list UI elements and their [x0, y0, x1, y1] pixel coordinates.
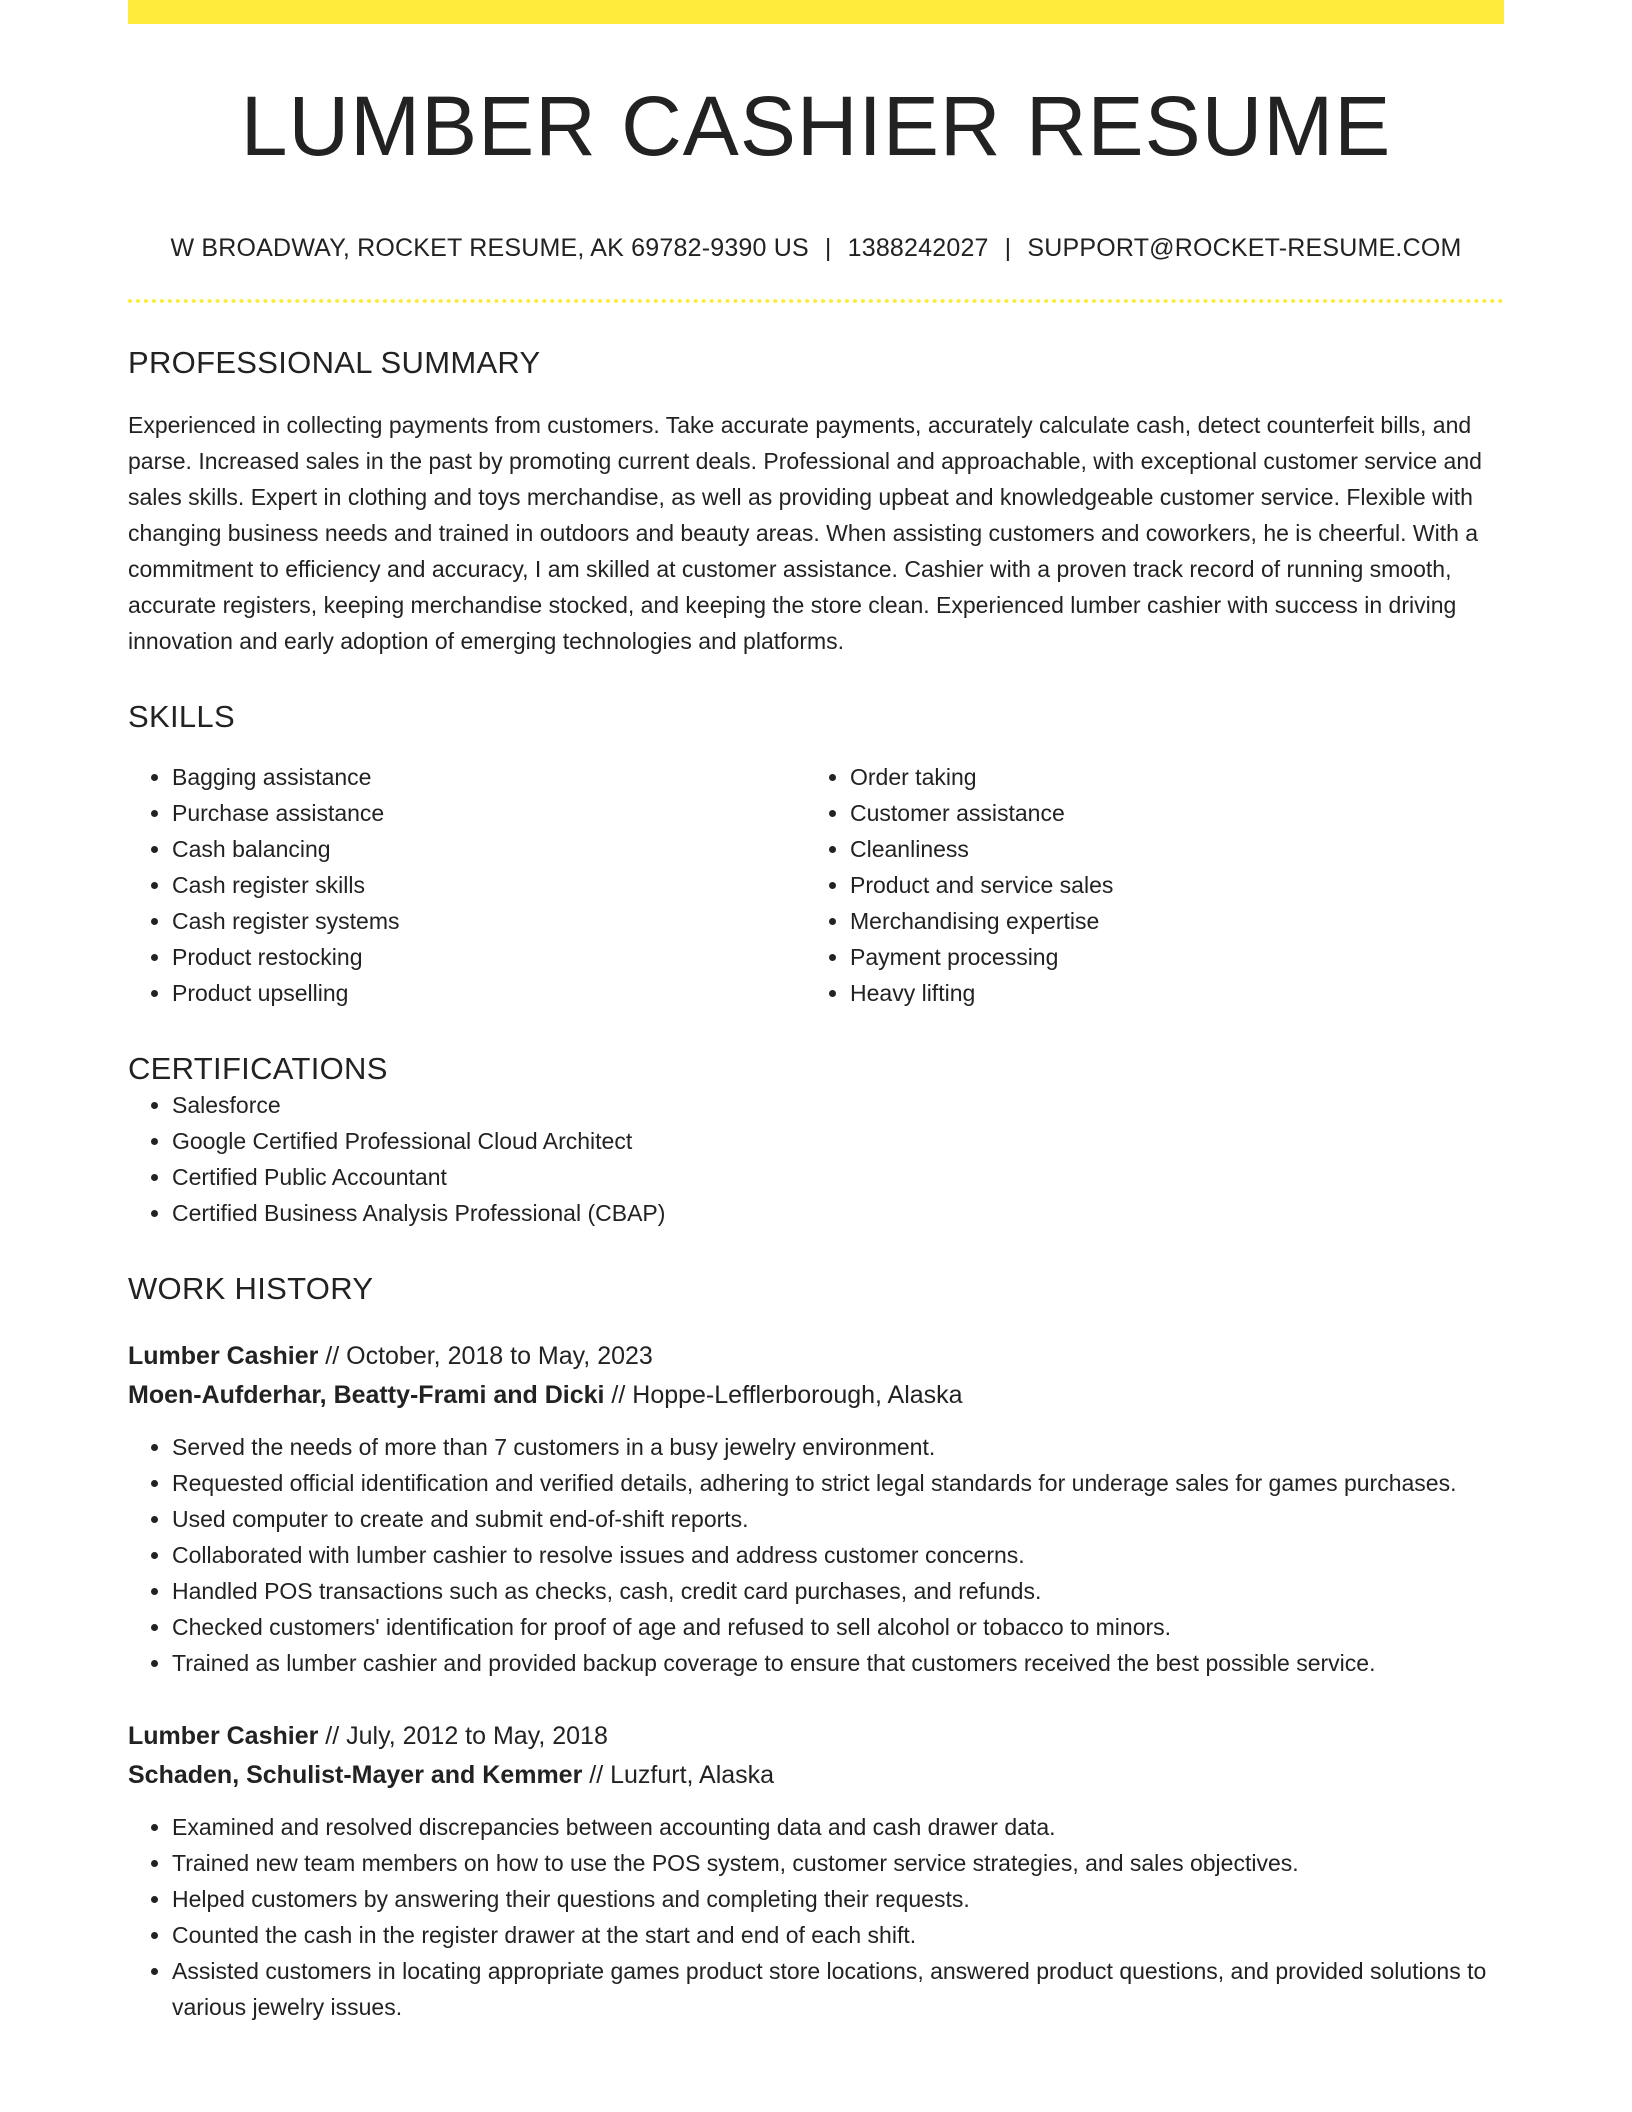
- resume-title: LUMBER CASHIER RESUME: [240, 79, 1392, 173]
- skill-item: • Bagging assistance: [172, 759, 806, 795]
- job-location: // Hoppe-Lefflerborough, Alaska: [604, 1381, 963, 1410]
- skills-list-left: [128, 759, 806, 1011]
- contact-separator: |: [1004, 234, 1012, 263]
- skill-item: • Product upselling: [172, 975, 806, 1011]
- job-dates: // July, 2012 to May, 2018: [318, 1722, 608, 1751]
- job-duty: • Requested official identification and verified details, adhering to strict legal standards for underage sales for games purchases.: [172, 1465, 1504, 1501]
- skill-item: • Product and service sales: [850, 867, 1484, 903]
- job-duty: • Collaborated with lumber cashier to resolve issues and address customer concerns.: [172, 1537, 1504, 1573]
- job-company-line: [128, 1376, 1504, 1415]
- certification-item: • Certified Business Analysis Professional (CBAP): [172, 1195, 1504, 1231]
- job-company: Moen-Aufderhar, Beatty-Frami and Dicki: [128, 1381, 605, 1410]
- job-entry: [128, 1717, 1504, 2025]
- dotted-divider: [128, 299, 1504, 303]
- job-duties-list: [128, 1809, 1504, 2025]
- resume-page: [128, 0, 1504, 2025]
- job-duty: • Handled POS transactions such as checks, cash, credit card purchases, and refunds.: [172, 1573, 1504, 1609]
- skills-column-right: [806, 759, 1484, 1011]
- job-company: Schaden, Schulist-Mayer and Kemmer: [128, 1761, 583, 1790]
- job-duty: • Trained new team members on how to use the POS system, customer service strategies, and sales objectives.: [172, 1845, 1504, 1881]
- job-company-line: [128, 1756, 1504, 1795]
- skills-grid: [128, 759, 1504, 1011]
- skill-item: • Cash balancing: [172, 831, 806, 867]
- skills-list-right: [806, 759, 1484, 1011]
- certifications-heading: CERTIFICATIONS: [128, 1051, 388, 1087]
- job-title: Lumber Cashier: [128, 1342, 319, 1371]
- certification-item: • Salesforce: [172, 1087, 1504, 1123]
- job-duty: • Trained as lumber cashier and provided backup coverage to ensure that customers received the best possible service.: [172, 1645, 1504, 1681]
- job-duty: • Served the needs of more than 7 customers in a busy jewelry environment.: [172, 1429, 1504, 1465]
- job-duty: • Assisted customers in locating appropriate games product store locations, answered product questions, and provided solutions to various jewelry issues.: [172, 1953, 1504, 2025]
- contact-email: SUPPORT@ROCKET-RESUME.COM: [1027, 234, 1462, 263]
- skill-item: • Cash register systems: [172, 903, 806, 939]
- summary-heading: PROFESSIONAL SUMMARY: [128, 345, 541, 381]
- job-duty: • Used computer to create and submit end-of-shift reports.: [172, 1501, 1504, 1537]
- skill-item: • Merchandising expertise: [850, 903, 1484, 939]
- job-duty: • Counted the cash in the register drawer at the start and end of each shift.: [172, 1917, 1504, 1953]
- accent-bar: [128, 0, 1504, 24]
- skill-item: • Cash register skills: [172, 867, 806, 903]
- skills-column-left: [128, 759, 806, 1011]
- job-title-line: [128, 1717, 1504, 1756]
- certification-item: • Google Certified Professional Cloud Architect: [172, 1123, 1504, 1159]
- job-duty: • Helped customers by answering their questions and completing their requests.: [172, 1881, 1504, 1917]
- job-title: Lumber Cashier: [128, 1722, 319, 1751]
- job-location: // Luzfurt, Alaska: [582, 1761, 775, 1790]
- summary-text: Experienced in collecting payments from customers. Take accurate payments, accurately calculate cash, detect counterfeit bills, and parse. Increased sales in the past by promoting current deals. Professional and approachable, with exceptional customer service and sales skills. Expert in clothing and toys merchandise, as well as providing upbeat and knowledgeable customer service. Flexible with changing business needs and trained in outdoors and beauty areas. When assisting customers and coworkers, he is cheerful. With a commitment to efficiency and accuracy, I am skilled at customer assistance. Cashier with a proven track record of running smooth, accurate registers, keeping merchandise stocked, and keeping the store clean. Experienced lumber cashier with success in driving innovation and early adoption of emerging technologies and platforms.: [128, 412, 1482, 655]
- skill-item: • Customer assistance: [850, 795, 1484, 831]
- skills-heading: SKILLS: [128, 699, 235, 735]
- skill-item: • Payment processing: [850, 939, 1484, 975]
- contact-separator: |: [824, 234, 832, 263]
- skill-item: • Order taking: [850, 759, 1484, 795]
- certifications-list: [128, 1087, 1504, 1231]
- skill-item: • Heavy lifting: [850, 975, 1484, 1011]
- skill-item: • Product restocking: [172, 939, 806, 975]
- work-history-heading: WORK HISTORY: [128, 1271, 374, 1307]
- skill-item: • Purchase assistance: [172, 795, 806, 831]
- contact-line: [128, 234, 1504, 263]
- job-title-line: [128, 1337, 1504, 1376]
- contact-address: W BROADWAY, ROCKET RESUME, AK 69782-9390 US: [170, 234, 809, 263]
- job-duty: • Examined and resolved discrepancies between accounting data and cash drawer data.: [172, 1809, 1504, 1845]
- job-dates: // October, 2018 to May, 2023: [318, 1342, 653, 1371]
- contact-phone: 1388242027: [847, 234, 989, 263]
- skill-item: • Cleanliness: [850, 831, 1484, 867]
- certification-item: • Certified Public Accountant: [172, 1159, 1504, 1195]
- job-entry: [128, 1337, 1504, 1681]
- job-duty: • Checked customers' identification for proof of age and refused to sell alcohol or tobacco to minors.: [172, 1609, 1504, 1645]
- job-duties-list: [128, 1429, 1504, 1681]
